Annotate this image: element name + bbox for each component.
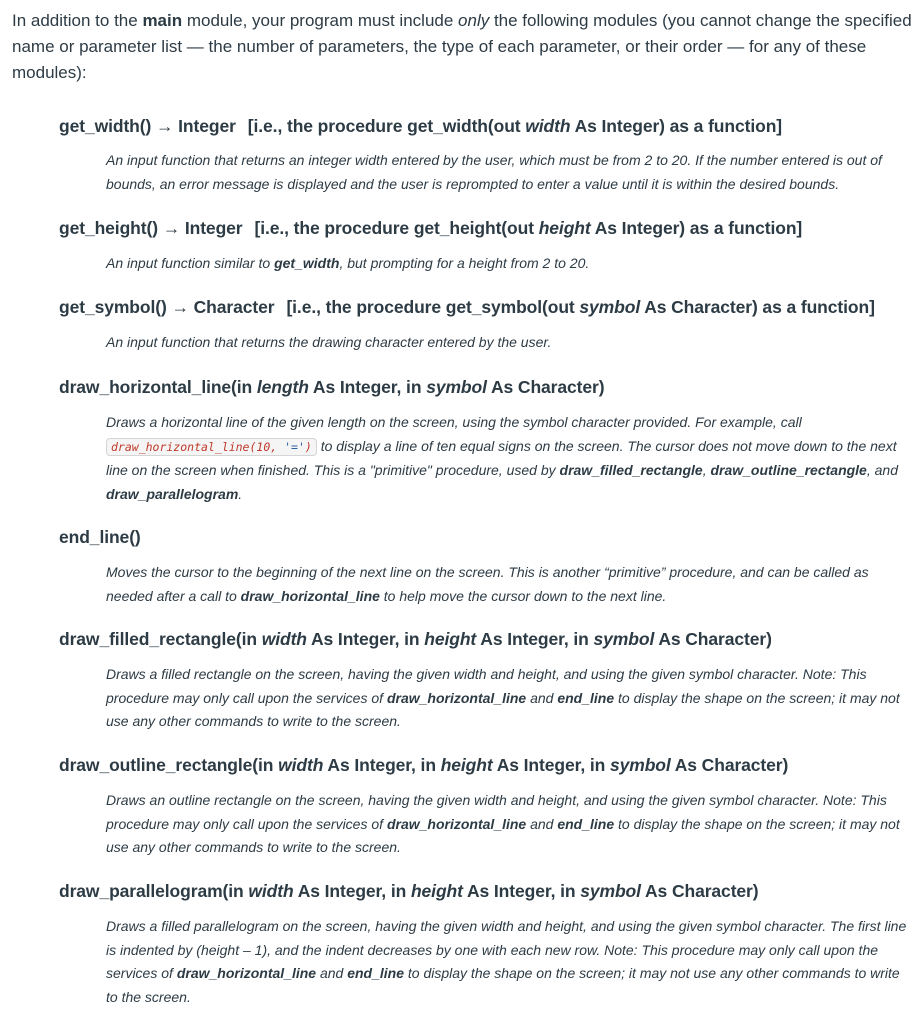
module-heading-end-line: end_line() [59, 527, 141, 547]
intro-text: module, your program must include [182, 11, 459, 30]
module-description-get-height: An input function similar to get_width, but prompting for a height from 2 to 20. [106, 255, 590, 271]
module-description-draw-outline-rectangle: Draws an outline rectangle on the screen, having the given width and height, and using the given symbol character. Note: This procedure may only call upon the services of draw_horizontal_line and end_line to display the shape on the screen; it may not use any other commands to write to the screen. [106, 792, 900, 855]
module-description-end-line: Moves the cursor to the beginning of the next line on the screen. This is another “primitive” procedure, and can be called as needed after a call to draw_horizontal_line to help move the cursor down to the next line. [106, 564, 869, 604]
module-heading-draw-horizontal-line: draw_horizontal_line(in length As Integer, in symbol As Character) [59, 377, 605, 397]
module-heading-draw-outline-rectangle: draw_outline_rectangle(in width As Integer, in height As Integer, in symbol As Character) [59, 755, 789, 775]
intro-only-word: only [458, 11, 490, 30]
intro-main-word: main [142, 11, 183, 30]
module-heading-get-width: get_width() → Integer [i.e., the procedure get_width(out width As Integer) as a function] [59, 116, 783, 136]
module-description-get-symbol: An input function that returns the drawing character entered by the user. [106, 334, 552, 350]
module-heading-draw-filled-rectangle: draw_filled_rectangle(in width As Integer, in height As Integer, in symbol As Character) [59, 629, 772, 649]
module-description-draw-filled-rectangle: Draws a filled rectangle on the screen, having the given width and height, and using the given symbol character. Note: This procedure may only call upon the services of draw_horizontal_line and end_line to display the shape on the screen; it may not use any other commands to write to the screen. [106, 666, 900, 729]
module-heading-get-height: get_height() → Integer [i.e., the procedure get_height(out height As Integer) as a function] [59, 218, 803, 238]
intro-text: In addition to the [12, 11, 143, 30]
module-heading-get-symbol: get_symbol() → Character [i.e., the procedure get_symbol(out symbol As Character) as a function] [59, 297, 875, 317]
intro-text: the following modules (you cannot change the specified name or parameter list — the number of parameters, the type of each parameter, or their order — for any of these modules): [12, 11, 912, 82]
module-heading-draw-parallelogram: draw_parallelogram(in width As Integer, in height As Integer, in symbol As Character) [59, 881, 759, 901]
module-description-get-width: An input function that returns an integer width entered by the user, which must be from 2 to 20. If the number entered is out of bounds, an error message is displayed and the user is reprompted to enter a value until it is within the desired bounds. [106, 152, 882, 192]
code-example: draw_horizontal_line(10, '=') [106, 438, 317, 456]
module-description-draw-horizontal-line: Draws a horizontal line of the given length on the screen, using the symbol character provided. For example, call draw_horizontal_line(10, '=') to display a line of ten equal signs on the screen. The cursor does not move down to the next line on the screen when finished. This is a "primitive" procedure, used by draw_filled_rectangle, draw_outline_rectangle, and draw_parallelogram. [106, 414, 898, 502]
module-description-draw-parallelogram: Draws a filled parallelogram on the screen, having the given width and height, and using the given symbol character. The first line is indented by (height – 1), and the indent decreases by one with each new row. Note: This procedure may only call upon the services of draw_horizontal_line and end_line to display the shape on the screen; it may not use any other commands to write to the screen. [106, 918, 907, 1005]
intro-paragraph [12, 8, 916, 86]
